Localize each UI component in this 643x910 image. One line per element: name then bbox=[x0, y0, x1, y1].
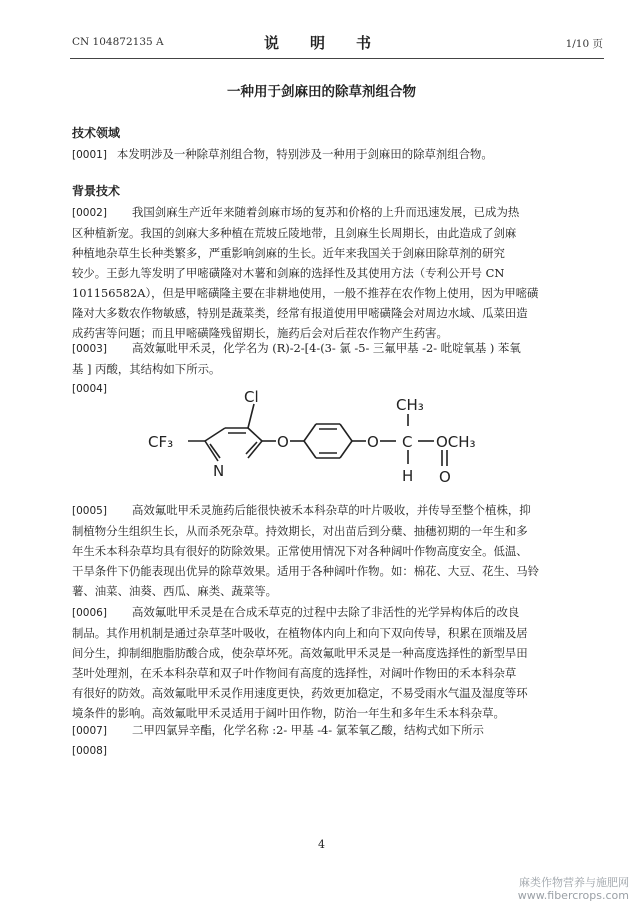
paragraph-number: [0003] bbox=[72, 343, 107, 355]
paragraph-0007 bbox=[72, 720, 608, 741]
chlorine-label: Cl bbox=[244, 388, 259, 406]
paragraph-0003 bbox=[72, 338, 608, 379]
paragraph-number: [0005] bbox=[72, 505, 107, 517]
paragraph-line: 干旱条件下仍能表现出优异的除草效果。适用于各种阔叶作物。如：棉花、大豆、花生、马铃 bbox=[72, 564, 540, 578]
patent-number: CN 104872135 A bbox=[72, 36, 164, 48]
ether-oxygen-label: O bbox=[277, 433, 289, 451]
paragraph-0001 bbox=[72, 144, 608, 165]
paragraph-line: 制植物分生组织生长，从而杀死杂草。持效期长，对出苗后到分蘖、抽穗初期的一年生和多 bbox=[72, 524, 528, 538]
document-title: 一种用于剑麻田的除草剂组合物 bbox=[227, 84, 416, 100]
paragraph-line: 种植地杂草生长种类繁多，严重影响剑麻的生长。近年来我国关于剑麻田除草剂的研究 bbox=[72, 246, 505, 260]
paragraph-line: 较少。王彭九等发明了甲嘧磺隆对木薯和剑麻的选择性及其使用方法（专利公开号 CN bbox=[72, 266, 505, 280]
page-number: 4 bbox=[318, 838, 325, 851]
section-heading-tech-field: 技术领域 bbox=[72, 126, 121, 140]
methoxy-label: OCH₃ bbox=[436, 433, 476, 451]
paragraph-number: [0004] bbox=[72, 383, 107, 395]
paragraph-line: 我国剑麻生产近年来随着剑麻市场的复苏和价格的上升而迅速发展，已成为热 bbox=[131, 205, 520, 219]
paragraph-line: 高效氟吡甲禾灵施药后能很快被禾本科杂草的叶片吸收，并传导至整个植株，抑 bbox=[131, 503, 531, 517]
paragraph-number: [0001] bbox=[72, 149, 107, 161]
paragraph-line: 区种植新宠。我国的剑麻大多种植在荒坡丘陵地带，且剑麻生长周期长，由此造成了剑麻 bbox=[72, 226, 517, 240]
paragraph-line: 成药害等问题；而且甲嘧磺隆残留期长，施药后会对后茬农作物产生药害。 bbox=[72, 326, 448, 340]
paragraph-0005 bbox=[72, 500, 608, 601]
section-heading-background: 背景技术 bbox=[72, 184, 121, 198]
carbon-label: C bbox=[402, 433, 413, 451]
paragraph-0002 bbox=[72, 202, 608, 343]
watermark-url: www.fibercrops.com bbox=[517, 889, 629, 902]
carbonyl-oxygen-label: O bbox=[439, 468, 451, 486]
paragraph-line: 基 ] 丙酸，其结构如下所示。 bbox=[72, 362, 221, 376]
paragraph-number: [0002] bbox=[72, 207, 107, 219]
paragraph-line: 二甲四氯异辛酯，化学名称 :2- 甲基 -4- 氯苯氧乙酸，结构式如下所示 bbox=[131, 723, 484, 737]
paragraph-line: 年生禾本科杂草均具有很好的防除效果。正常使用情况下对各种阔叶作物高度安全。低温、 bbox=[72, 544, 528, 558]
trifluoromethyl-label: CF₃ bbox=[148, 433, 174, 451]
paragraph-number: [0007] bbox=[72, 725, 107, 737]
hydrogen-label: H bbox=[402, 467, 414, 485]
header-divider bbox=[70, 58, 604, 59]
ether-oxygen-label: O bbox=[367, 433, 379, 451]
paragraph-line: 间分生，抑制细胞脂肪酸合成，使杂草坏死。高效氟吡甲禾灵是一种高度选择性的新型旱田 bbox=[72, 646, 528, 660]
paragraph-line: 本发明涉及一种除草剂组合物，特别涉及一种用于剑麻田的除草剂组合物。 bbox=[116, 147, 493, 161]
watermark bbox=[518, 876, 629, 902]
paragraph-line: 薯、油菜、油葵、西瓜、麻类、蔬菜等。 bbox=[72, 584, 278, 598]
methyl-label: CH₃ bbox=[396, 396, 424, 414]
paragraph-line: 高效氟吡甲禾灵，化学名为 (R)-2-[4-(3- 氯 -5- 三氟甲基 -2- 吡啶氧基 ) 苯氧 bbox=[131, 341, 521, 355]
page-info: 1/10 页 bbox=[565, 38, 603, 50]
paragraph-line: 有很好的防效。高效氟吡甲禾灵作用速度更快，药效更加稳定，不易受雨水气温及湿度等环 bbox=[72, 686, 528, 700]
paragraph-number: [0006] bbox=[72, 607, 107, 619]
paragraph-line: 茎叶处理剂，在禾本科杂草和双子叶作物间有高度的选择性，对阔叶作物田的禾本科杂草 bbox=[72, 666, 517, 680]
paragraph-number: [0008] bbox=[72, 745, 107, 757]
paragraph-0006 bbox=[72, 602, 608, 723]
watermark-site-name: 麻类作物营养与施肥网 bbox=[519, 876, 629, 889]
paragraph-line: 高效氟吡甲禾灵是在合成禾草克的过程中去除了非活性的光学异构体后的改良 bbox=[131, 605, 520, 619]
document-type: 说 明 书 bbox=[263, 34, 379, 52]
paragraph-line: 制品。其作用机制是通过杂草茎叶吸收，在植物体内向上和向下双向传导，积累在顶端及居 bbox=[72, 626, 528, 640]
paragraph-0008 bbox=[72, 740, 608, 761]
pyridine-nitrogen-label: N bbox=[213, 462, 225, 480]
haloxyfop-structure-diagram bbox=[130, 386, 530, 496]
paragraph-line: 101156582A），但是甲嘧磺隆主要在非耕地使用，一般不推荐在农作物上使用，因为甲嘧磺 bbox=[72, 286, 539, 300]
paragraph-line: 境条件的影响。高效氟吡甲禾灵适用于阔叶田作物，防治一年生和多年生禾本科杂草。 bbox=[72, 706, 505, 720]
paragraph-line: 隆对大多数农作物敏感，特别是蔬菜类，经常有报道使用甲嘧磺隆会对周边水域、瓜菜田造 bbox=[72, 306, 528, 320]
